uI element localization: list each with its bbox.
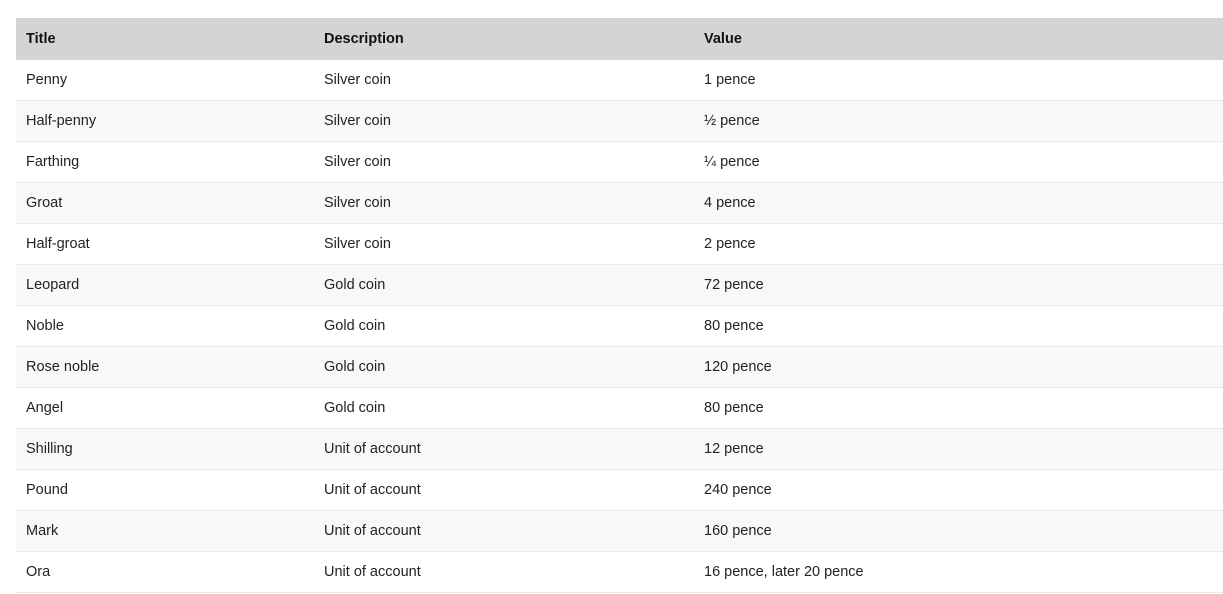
cell-description: Unit of account (314, 552, 694, 593)
table-row (16, 265, 1223, 306)
cell-description: Gold coin (314, 306, 694, 347)
cell-description: Unit of account (314, 470, 694, 511)
cell-title: Noble (16, 306, 314, 347)
table-header-row (16, 18, 1223, 60)
cell-title: Pound (16, 470, 314, 511)
cell-value: 240 pence (694, 470, 1223, 511)
cell-description: Silver coin (314, 224, 694, 265)
cell-value: 12 pence (694, 429, 1223, 470)
cell-title: Half-penny (16, 101, 314, 142)
cell-value: 72 pence (694, 265, 1223, 306)
table-header (16, 18, 1223, 60)
cell-value: 4 pence (694, 183, 1223, 224)
cell-title: Groat (16, 183, 314, 224)
cell-title: Ora (16, 552, 314, 593)
cell-title: Rose noble (16, 347, 314, 388)
cell-description: Unit of account (314, 511, 694, 552)
cell-description: Gold coin (314, 265, 694, 306)
table-row (16, 511, 1223, 552)
table-row (16, 306, 1223, 347)
cell-title: Mark (16, 511, 314, 552)
cell-title: Half-groat (16, 224, 314, 265)
table-row (16, 470, 1223, 511)
table-row (16, 388, 1223, 429)
table-row (16, 347, 1223, 388)
cell-description: Silver coin (314, 142, 694, 183)
table-row (16, 183, 1223, 224)
cell-value: 160 pence (694, 511, 1223, 552)
table-row (16, 224, 1223, 265)
coin-table (16, 18, 1223, 593)
table-row (16, 60, 1223, 101)
cell-title: Penny (16, 60, 314, 101)
cell-value: 2 pence (694, 224, 1223, 265)
cell-description: Unit of account (314, 429, 694, 470)
cell-title: Leopard (16, 265, 314, 306)
cell-value: ¼ pence (694, 142, 1223, 183)
column-header-title: Title (16, 18, 314, 60)
table-row (16, 429, 1223, 470)
column-header-description: Description (314, 18, 694, 60)
table-row (16, 101, 1223, 142)
table-row (16, 142, 1223, 183)
cell-description: Silver coin (314, 183, 694, 224)
cell-description: Gold coin (314, 388, 694, 429)
cell-description: Silver coin (314, 60, 694, 101)
table-row (16, 552, 1223, 593)
cell-title: Angel (16, 388, 314, 429)
column-header-value: Value (694, 18, 1223, 60)
cell-description: Gold coin (314, 347, 694, 388)
cell-value: 16 pence, later 20 pence (694, 552, 1223, 593)
cell-title: Shilling (16, 429, 314, 470)
cell-value: ½ pence (694, 101, 1223, 142)
cell-value: 80 pence (694, 306, 1223, 347)
cell-title: Farthing (16, 142, 314, 183)
cell-description: Silver coin (314, 101, 694, 142)
cell-value: 1 pence (694, 60, 1223, 101)
cell-value: 80 pence (694, 388, 1223, 429)
table-body (16, 60, 1223, 593)
cell-value: 120 pence (694, 347, 1223, 388)
